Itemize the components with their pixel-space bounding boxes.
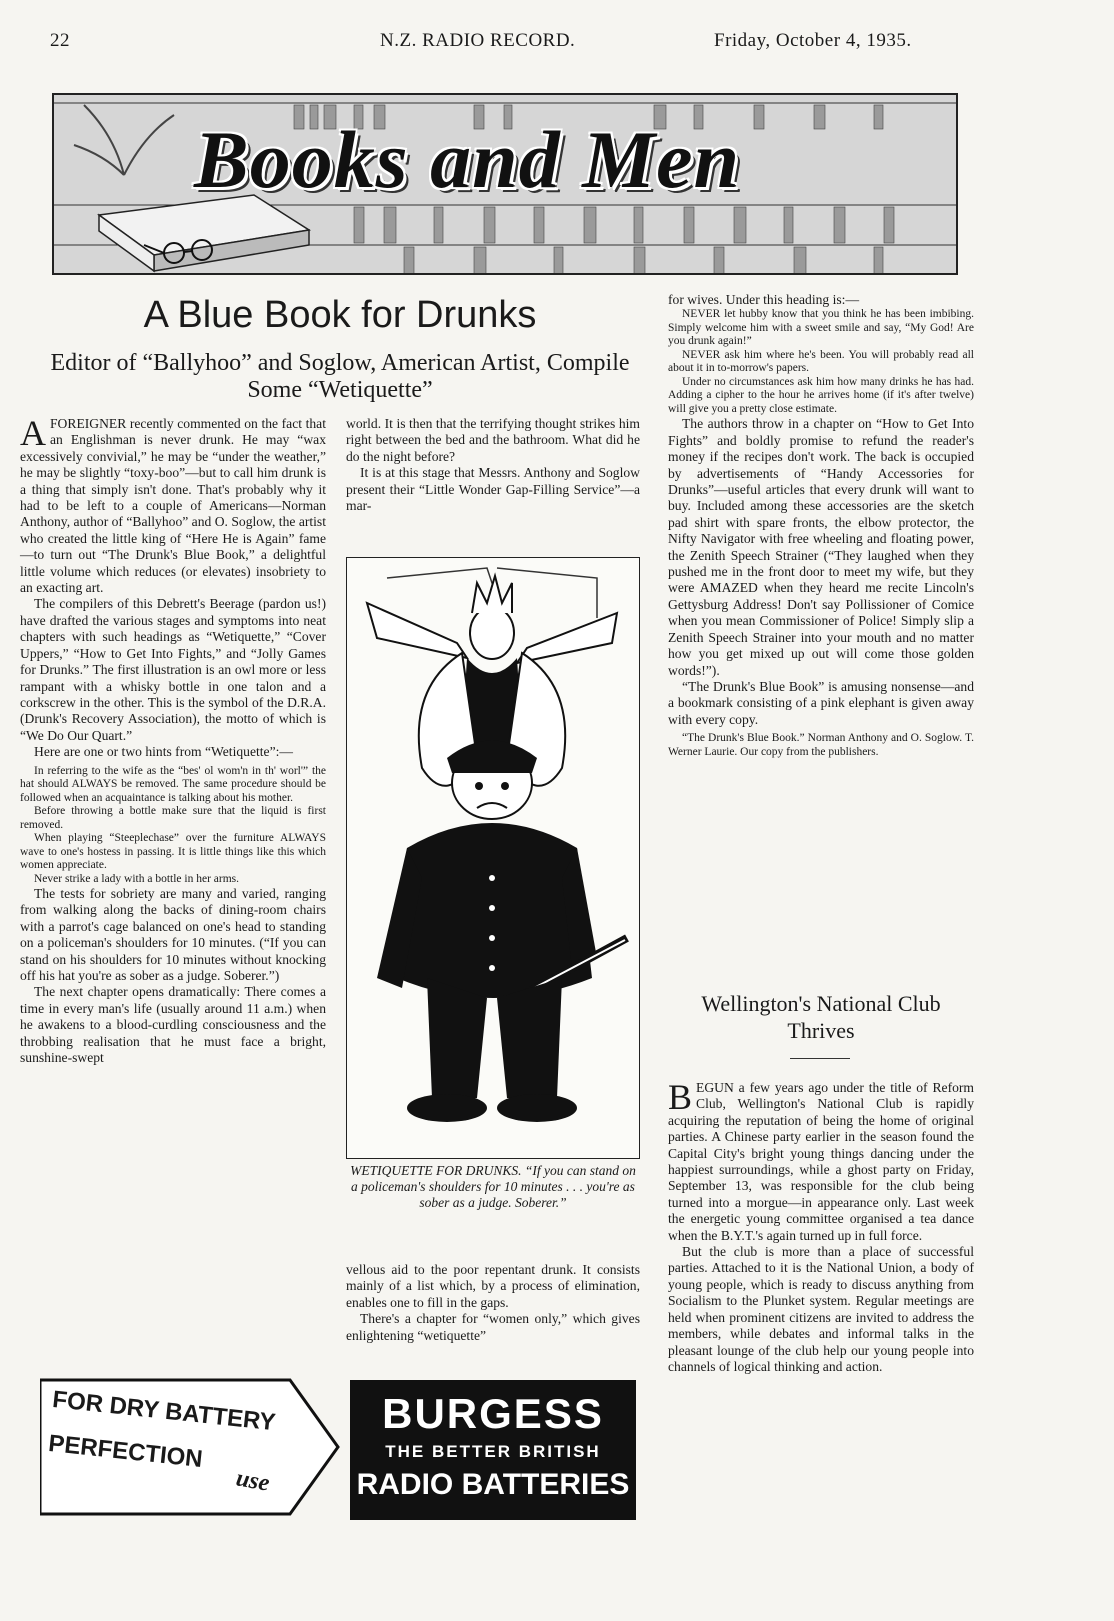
burgess-battery-ad — [40, 1372, 640, 1522]
cartoon-caption: WETIQUETTE FOR DRUNKS. “If you can stand on a policeman's shoulders for 10 minutes . . . you're as sober as a judge. Soberer.” — [350, 1163, 636, 1210]
ad-brand: BURGESS — [382, 1390, 604, 1437]
ad-line-1: FOR DRY BATTERY — [51, 1386, 277, 1437]
paragraph: for wives. Under this heading is:— — [668, 292, 860, 307]
book-credit: “The Drunk's Blue Book.” Norman Anthony and O. Soglow. T. Werner Laurie. Our copy from the publishers. — [668, 732, 974, 758]
paragraph: Here are one or two hints from “Wetiquette”:— — [34, 744, 293, 760]
paragraph: world. It is then that the terrifying thought strikes him right between the bed and the bathroom. What did he do the night before? — [346, 416, 640, 464]
ad-slogan — [40, 1372, 340, 1522]
article-headline: A Blue Book for Drunks — [143, 294, 537, 336]
paragraph: vellous aid to the poor repentant drunk. It consists mainly of a list which, by a process of elimination, enables one to fill in the gaps. — [346, 1262, 640, 1310]
books-and-men-banner — [52, 93, 958, 275]
ad-use: use — [234, 1465, 272, 1497]
hint-item: In referring to the wife as the “bes' ol wom'n in th' worl'” the hat should ALWAYS be removed. The same procedure should be followed when an acquaintance is talking about his mother. — [20, 764, 326, 804]
hint-item: When playing “Steeplechase” over the furniture ALWAYS wave to one's hostess in passing. It is little things like this which women appreciate. — [20, 832, 326, 872]
drunk-on-policeman-cartoon — [347, 558, 639, 1158]
paragraph: EGUN a few years ago under the title of Reform Club, Wellington's National Club is rapidly acquiring the reputation of being the home of original parties. A Chinese party earlier in the season found the Capital City's bright young things dancing under the happiest surroundings, while a ghost party on Friday, September 13, was responsible for the club being turned into a morgue—in appearance only. Last week the energetic young committee organised a tea dance when the B.Y.T.'s again turned up in full force. — [668, 1080, 974, 1243]
hint-item: Before throwing a bottle make sure that the liquid is first removed. — [20, 805, 326, 831]
paragraph: There's a chapter for “women only,” which gives enlightening “wetiquette” — [346, 1311, 640, 1343]
paragraph: FOREIGNER recently commented on the fact that an Englishman is never drunk. He may “wax excessively convivial,” he may be “under the weather,” he may be slightly “toxy-boo”—but to call him drunk is a thing that simply isn't done. That's probably why it had to be left to a couple of Americans—Norman Anthony, author of “Ballyhoo” and O. Soglow, the artist who created the little king of “Here He is Again” fame—to turn out “The Drunk's Blue Book,” a delightful little volume which reduces (or elevates) insobriety to an exacting art. — [20, 416, 326, 596]
hint-item: Under no circumstances ask him how many drinks he has had. Adding a cipher to the hour he arrives home (if it's after twelve) will give you a pretty close estimate. — [668, 375, 974, 415]
banner-title: Books and Men — [194, 114, 741, 205]
article-column-1 — [20, 413, 326, 1067]
paragraph: The compilers of this Debrett's Beerage (pardon us!) have drafted the various stages and symptoms into neat chapters with such headings as “Wetiquette,” “Cover Uppers,” “How to Get Into Fights,” and “Jolly Games for Drunks.” The first illustration is an owl more or less rampant with a whisky bottle in one talon and a corkscrew in the other. This is the symbol of the D.R.A. (Drunk's Recovery Association), the motto of which is “We Do Our Quart.” — [20, 596, 326, 743]
ad-product: RADIO BATTERIES — [356, 1468, 630, 1501]
publication-title: N.Z. RADIO RECORD. — [380, 30, 576, 51]
article-column-2-top — [346, 416, 640, 514]
drop-cap-b: B — [668, 1077, 693, 1117]
article-column-3 — [668, 292, 974, 759]
paragraph: “The Drunk's Blue Book” is amusing nonsense—and a bookmark consisting of a pink elephant is given away with every copy. — [668, 678, 974, 727]
article-subhead: Editor of “Ballyhoo” and Soglow, American Artist, Compile Some “Wetiquette” — [50, 350, 630, 403]
hint-item: NEVER let hubby know that you think he has been imbibing. Simply welcome him with a sweet smile and say, “My God! Are you drunk again!” — [668, 308, 974, 348]
club-article-body — [668, 1077, 974, 1375]
ad-tagline: THE BETTER BRITISH — [385, 1442, 601, 1461]
ad-line-2: PERFECTION — [47, 1430, 204, 1474]
paragraph: The tests for sobriety are many and varied, ranging from walking along the backs of dining-room chairs with a parrot's cage balanced on one's head to standing on a policeman's shoulders for 10 minutes. (“If you can stand on his shoulders for 10 minutes without knocking off his hat you're as sober as a judge. Soberer.”) — [20, 886, 326, 984]
issue-date: Friday, October 4, 1935. — [714, 30, 912, 51]
club-headline: Wellington's National Club Thrives — [701, 991, 941, 1043]
divider — [790, 1058, 850, 1059]
hint-item: NEVER ask him where he's been. You will probably read all about it in to-morrow's papers. — [668, 348, 974, 375]
cartoon-illustration — [346, 557, 640, 1159]
drop-cap-a: A — [20, 413, 46, 453]
paragraph: The authors throw in a chapter on “How to Get Into Fights” and boldly promise to refund the reader's money if the recipes don't work. The back is occupied by advertisements of “Handy Accessories for Drunks”—useful articles that every drunk will want to buy. Included among these accessories are the sketch pad shirt with spare fronts, the elbow protector, the Nifty Navigator with free wheeling and floating power, the Zenith Speech Strainer (“They laughed when they pushed me in the front door to meet my wife, but they were AMAZED when they heard me recite Lincoln's Gettysburg Address! Don't say Pollissioner of Comice when you mean Commissioner of Police! Simply slip a Zenith Speech Strainer into your mouth and no matter how you get mixed up out will come those golden words!”). — [668, 416, 974, 678]
article-column-2-bottom — [346, 1262, 640, 1344]
ad-brand-panel — [350, 1380, 636, 1520]
paragraph: But the club is more than a place of successful parties. Attached to it is the National Union, a body of young people, which is ready to discuss anything from Socialism to the Plunket system. Regular meetings are held when prominent citizens are invited to address the members, while debates and informal talks in the pleasant lounge of the club help our young people into channels of logical thinking and action. — [668, 1244, 974, 1374]
page-number: 22 — [50, 30, 70, 51]
paragraph: The next chapter opens dramatically: There comes a time in every man's life (usually around 11 a.m.) when he awakens to a blood-curdling consciousness and the throbbing realisation that he must face a bright, sunshine-swept — [20, 984, 326, 1066]
hint-item: Never strike a lady with a bottle in her arms. — [34, 872, 240, 885]
paragraph: It is at this stage that Messrs. Anthony and Soglow present their “Little Wonder Gap-Filling Service”—a mar- — [346, 465, 640, 514]
